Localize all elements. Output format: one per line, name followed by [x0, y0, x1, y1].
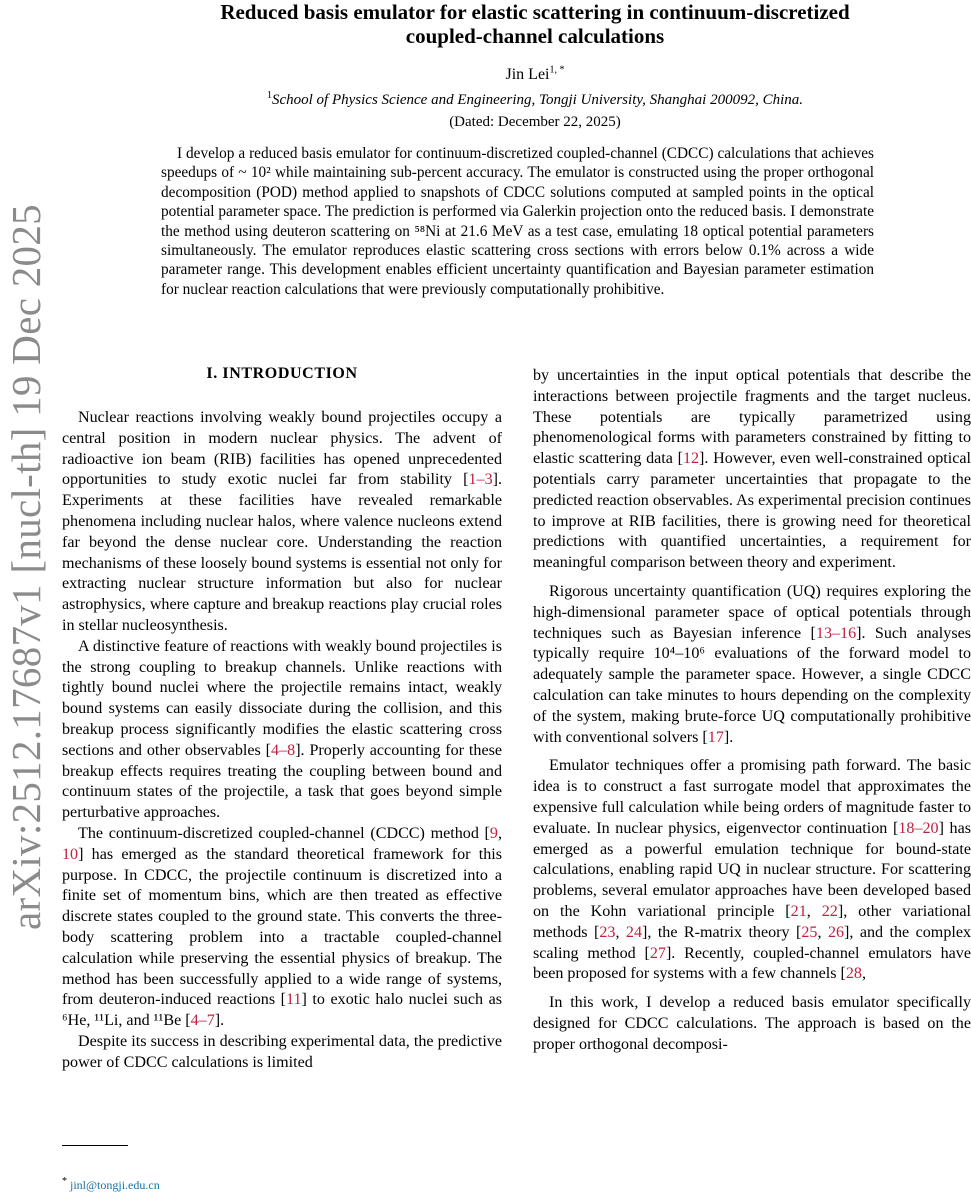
- citation-link[interactable]: 10: [62, 845, 79, 863]
- paragraph: Rigorous uncertainty quantification (UQ) requires exploring the high-dimensional parameter space of optical potentials through techniques such as Bayesian inference [13–16]. Such analyses typically require 10⁴–10⁶ evaluations of the forward model to adequately sample the parameter space. However, a single CDCC calculation can take minutes to hours depending on the complexity of the system, making brute-force UQ computationally prohibitive with conventional solvers [17].: [533, 582, 971, 746]
- date-line: (Dated: December 22, 2025): [449, 114, 621, 130]
- citation-link[interactable]: 25: [801, 923, 818, 941]
- title-line-1: Reduced basis emulator for elastic scattering in continuum-discretized: [220, 0, 850, 24]
- citation-link[interactable]: 4–8: [271, 741, 296, 759]
- paragraph: by uncertainties in the input optical potentials that describe the interactions between projectile fragments and the target nucleus. These potentials are typically parametrized using phenomenological forms with parameters constrained by fitting to elastic scattering data [12]. However, even well-constrained optical potentials carry parameter uncertainties that propagate to the predicted reaction observables. As experimental precision continues to improve at RIB facilities, there is growing need for theoretical predictions with quantified uncertainties, a requirement for meaningful comparison between theory and experiment.: [533, 367, 971, 572]
- paper-title: [100, 0, 970, 48]
- arxiv-identifier: arXiv:2512.17687v1 [nucl-th] 19 Dec 2025: [3, 204, 49, 930]
- right-column: [533, 366, 971, 1056]
- citation-link[interactable]: 13–16: [815, 624, 857, 642]
- citation-link[interactable]: 17: [707, 728, 724, 746]
- paragraph: The continuum-discretized coupled-channel (CDCC) method [9, 10] has emerged as the standard theoretical framework for this purpose. In CDCC, the projectile continuum is discretized into a finite set of momentum bins, which are then treated as effective discrete states coupled to the ground state. This converts the three-body scattering problem into a tractable coupled-channel calculation while preserving the essential physics of breakup. The method has been successfully applied to a wide range of systems, from deuteron-induced reactions [11] to exotic halo nuclei such as ⁶He, ¹¹Li, and ¹¹Be [4–7].: [62, 824, 502, 1030]
- footnote-rule: [62, 1145, 128, 1146]
- citation-link[interactable]: 22: [821, 902, 838, 920]
- section-heading-introduction: I. INTRODUCTION: [206, 365, 358, 382]
- affiliation-text: School of Physics Science and Engineering, Tongji University, Shanghai 200092, China.: [271, 92, 804, 108]
- paragraph: Emulator techniques offer a promising path forward. The basic idea is to construct a fast surrogate model that approximates the expensive full calculation while being orders of magnitude faster to evaluate. In nuclear physics, eigenvector continuation [18–20] has emerged as a powerful emulation technique for bound-state calculations, enabling rapid UQ in nuclear structure. For scattering problems, several emulator approaches have been developed based on the Kohn variational principle [21, 22], other variational methods [23, 24], the R-matrix theory [25, 26], and the complex scaling method [27]. Recently, coupled-channel emulators have been proposed for systems with a few channels [28,: [533, 757, 971, 983]
- author-mark: 1, *: [549, 64, 565, 76]
- footnote: [62, 1178, 160, 1193]
- title-line-2: coupled-channel calculations: [405, 24, 665, 48]
- left-column: [62, 364, 502, 1074]
- email-link[interactable]: jinl@tongji.edu.cn: [70, 1178, 160, 1192]
- paragraph: In this work, I develop a reduced basis emulator specifically designed for CDCC calculations. The approach is based on the proper orthogonal decomposi-: [533, 994, 971, 1053]
- paragraph: Nuclear reactions involving weakly bound projectiles occupy a central position in modern nuclear physics. The advent of radioactive ion beam (RIB) facilities has opened unprecedented opportunities to study exotic nuclei far from stability [1–3]. Experiments at these facilities have revealed remarkable phenomena including nuclear halos, where valence nucleons extend far beyond the dense nuclear core. Understanding the reaction mechanisms of these loosely bound systems is essential not only for extracting nuclear structure information but also for nuclear astrophysics, where capture and breakup reactions play crucial roles in stellar nucleosynthesis.: [62, 409, 502, 634]
- citation-link[interactable]: 21: [790, 902, 807, 920]
- paragraph: A distinctive feature of reactions with weakly bound projectiles is the strong coupling to breakup channels. Unlike reactions with tightly bound nuclei where the projectile remains intact, weakly bound systems can easily dissociate during the collision, and this breakup process significantly modifies the elastic scattering cross sections and other observables [4–8]. Properly accounting for these breakup effects requires treating the coupling between bound and continuum states of the projectile, a task that goes beyond simple perturbative approaches.: [62, 637, 502, 822]
- citation-link[interactable]: 18–20: [898, 819, 939, 837]
- footnote-mark: *: [62, 1176, 67, 1187]
- arxiv-stamp-container: [0, 204, 52, 930]
- citation-link[interactable]: 12: [682, 450, 700, 468]
- author-name: Jin Lei: [505, 66, 550, 83]
- citation-link[interactable]: 4–7: [190, 1012, 215, 1030]
- citation-link[interactable]: 28: [845, 965, 862, 983]
- citation-link[interactable]: 1–3: [468, 471, 493, 489]
- citation-link[interactable]: 24: [625, 923, 642, 941]
- paragraph: Despite its success in describing experimental data, the predictive power of CDCC calculations is limited: [62, 1032, 502, 1071]
- affiliation-mark: 1: [266, 90, 272, 101]
- citation-link[interactable]: 11: [286, 991, 302, 1009]
- citation-link[interactable]: 23: [599, 923, 616, 941]
- abstract: I develop a reduced basis emulator for continuum-discretized coupled-channel (CDCC) calculations that achieves speedups of ~ 10² while maintaining sub-percent accuracy. The emulator is constructed using the proper orthogonal decomposition (POD) method applied to snapshots of CDCC solutions computed at sampled points in the optical potential parameter space. The prediction is performed via Galerkin projection onto the reduced basis. I demonstrate the method using deuteron scattering on ⁵⁸Ni at 21.6 MeV as a test case, emulating 18 optical potential parameters simultaneously. The emulator reproduces elastic scattering cross sections with errors below 0.1% across a wide parameter range. This development enables efficient uncertainty quantification and Bayesian parameter estimation for nuclear reaction calculations that were previously computationally prohibitive.: [161, 145, 874, 298]
- citation-link[interactable]: 27: [649, 944, 666, 962]
- affiliation-line: [100, 92, 970, 109]
- citation-link[interactable]: 26: [827, 923, 845, 941]
- author-line: [100, 66, 970, 84]
- citation-link[interactable]: 9: [489, 824, 498, 842]
